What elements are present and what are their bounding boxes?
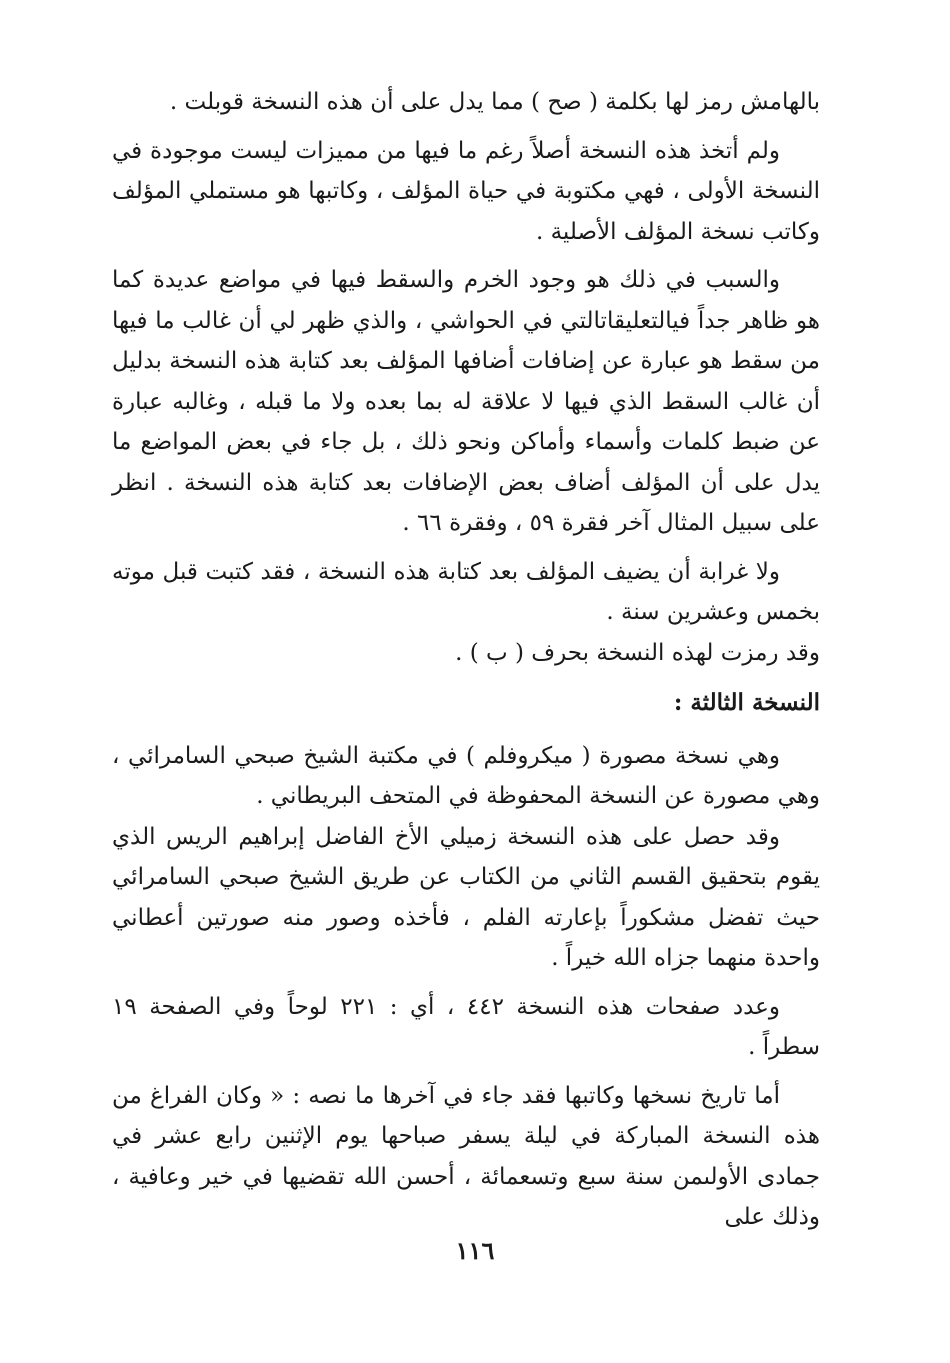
paragraph-9: أما تاريخ نسخها وكاتبها فقد جاء في آخرها ما نصه : « وكان الفراغ من هذه النسخة المباركة في ليلة يسفر صباحها يوم الإثنين رابع عشر في جمادى الأولىمن سنة سبع وتسعمائة ، أحسن الله تقضيها في خير وعافية ، وذلك على <box>112 1082 820 1230</box>
paragraph-3: والسبب في ذلك هو وجود الخرم والسقط فيها في مواضع عديدة كما هو ظاهر جداً فيالتعليقاتالتي في الحواشي ، والذي ظهر لي أن غالب ما فيها من سقط هو عبارة عن إضافات أضافها المؤلف بعد كتابة هذه النسخة بدليل أن غالب السقط الذي فيها لا علاقة له بما بعده ولا ما قبله ، وغالبه عبارة عن ضبط كلمات وأسماء وأماكن ونحو ذلك ، بل جاء في بعض المواضع ما يدل على أن المؤلف أضاف بعض الإضافات بعد كتابة هذه النسخة . انظر على سبيل المثال آخر فقرة ٥٩ ، وفقرة ٦٦ . <box>112 267 820 536</box>
paragraph-7: وقد حصل على هذه النسخة زميلي الأخ الفاضل إبراهيم الريس الذي يقوم بتحقيق القسم الثاني من الكتاب عن طريق الشيخ صبحي السامرائي حيث تفضل مشكوراً بإعارته الفلم ، فأخذه وصور منه صورتين أعطاني واحدة منهما جزاه الله خيراً . <box>112 823 820 971</box>
paragraph-8: وعدد صفحات هذه النسخة ٤٤٢ ، أي : ٢٢١ لوحاً وفي الصفحة ١٩ سطراً . <box>112 993 820 1060</box>
paragraph-5: وقد رمزت لهذه النسخة بحرف ( ب ) . <box>455 639 820 666</box>
paragraph-2: ولم أتخذ هذه النسخة أصلاً رغم ما فيها من مميزات ليست موجودة في النسخة الأولى ، فهي مكتوبة في حياة المؤلف ، وكاتبها هو مستملي المؤلف وكاتب نسخة المؤلف الأصلية . <box>112 137 820 245</box>
section-heading: النسخة الثالثة : <box>673 689 820 716</box>
paragraph-1: بالهامش رمز لها بكلمة ( صح ) مما يدل على أن هذه النسخة قوبلت . <box>169 89 820 115</box>
paragraph-4: ولا غرابة أن يضيف المؤلف بعد كتابة هذه النسخة ، فقد كتبت قبل موته بخمس وعشرين سنة . <box>112 558 820 625</box>
page-number: ١١٦ <box>455 1236 495 1265</box>
page-body <box>112 82 820 1238</box>
paragraph-6: وهي نسخة مصورة ( ميكروفلم ) في مكتبة الشيخ صبحي السامرائي ، وهي مصورة عن النسخة المحفوظة في المتحف البريطاني . <box>112 742 820 809</box>
